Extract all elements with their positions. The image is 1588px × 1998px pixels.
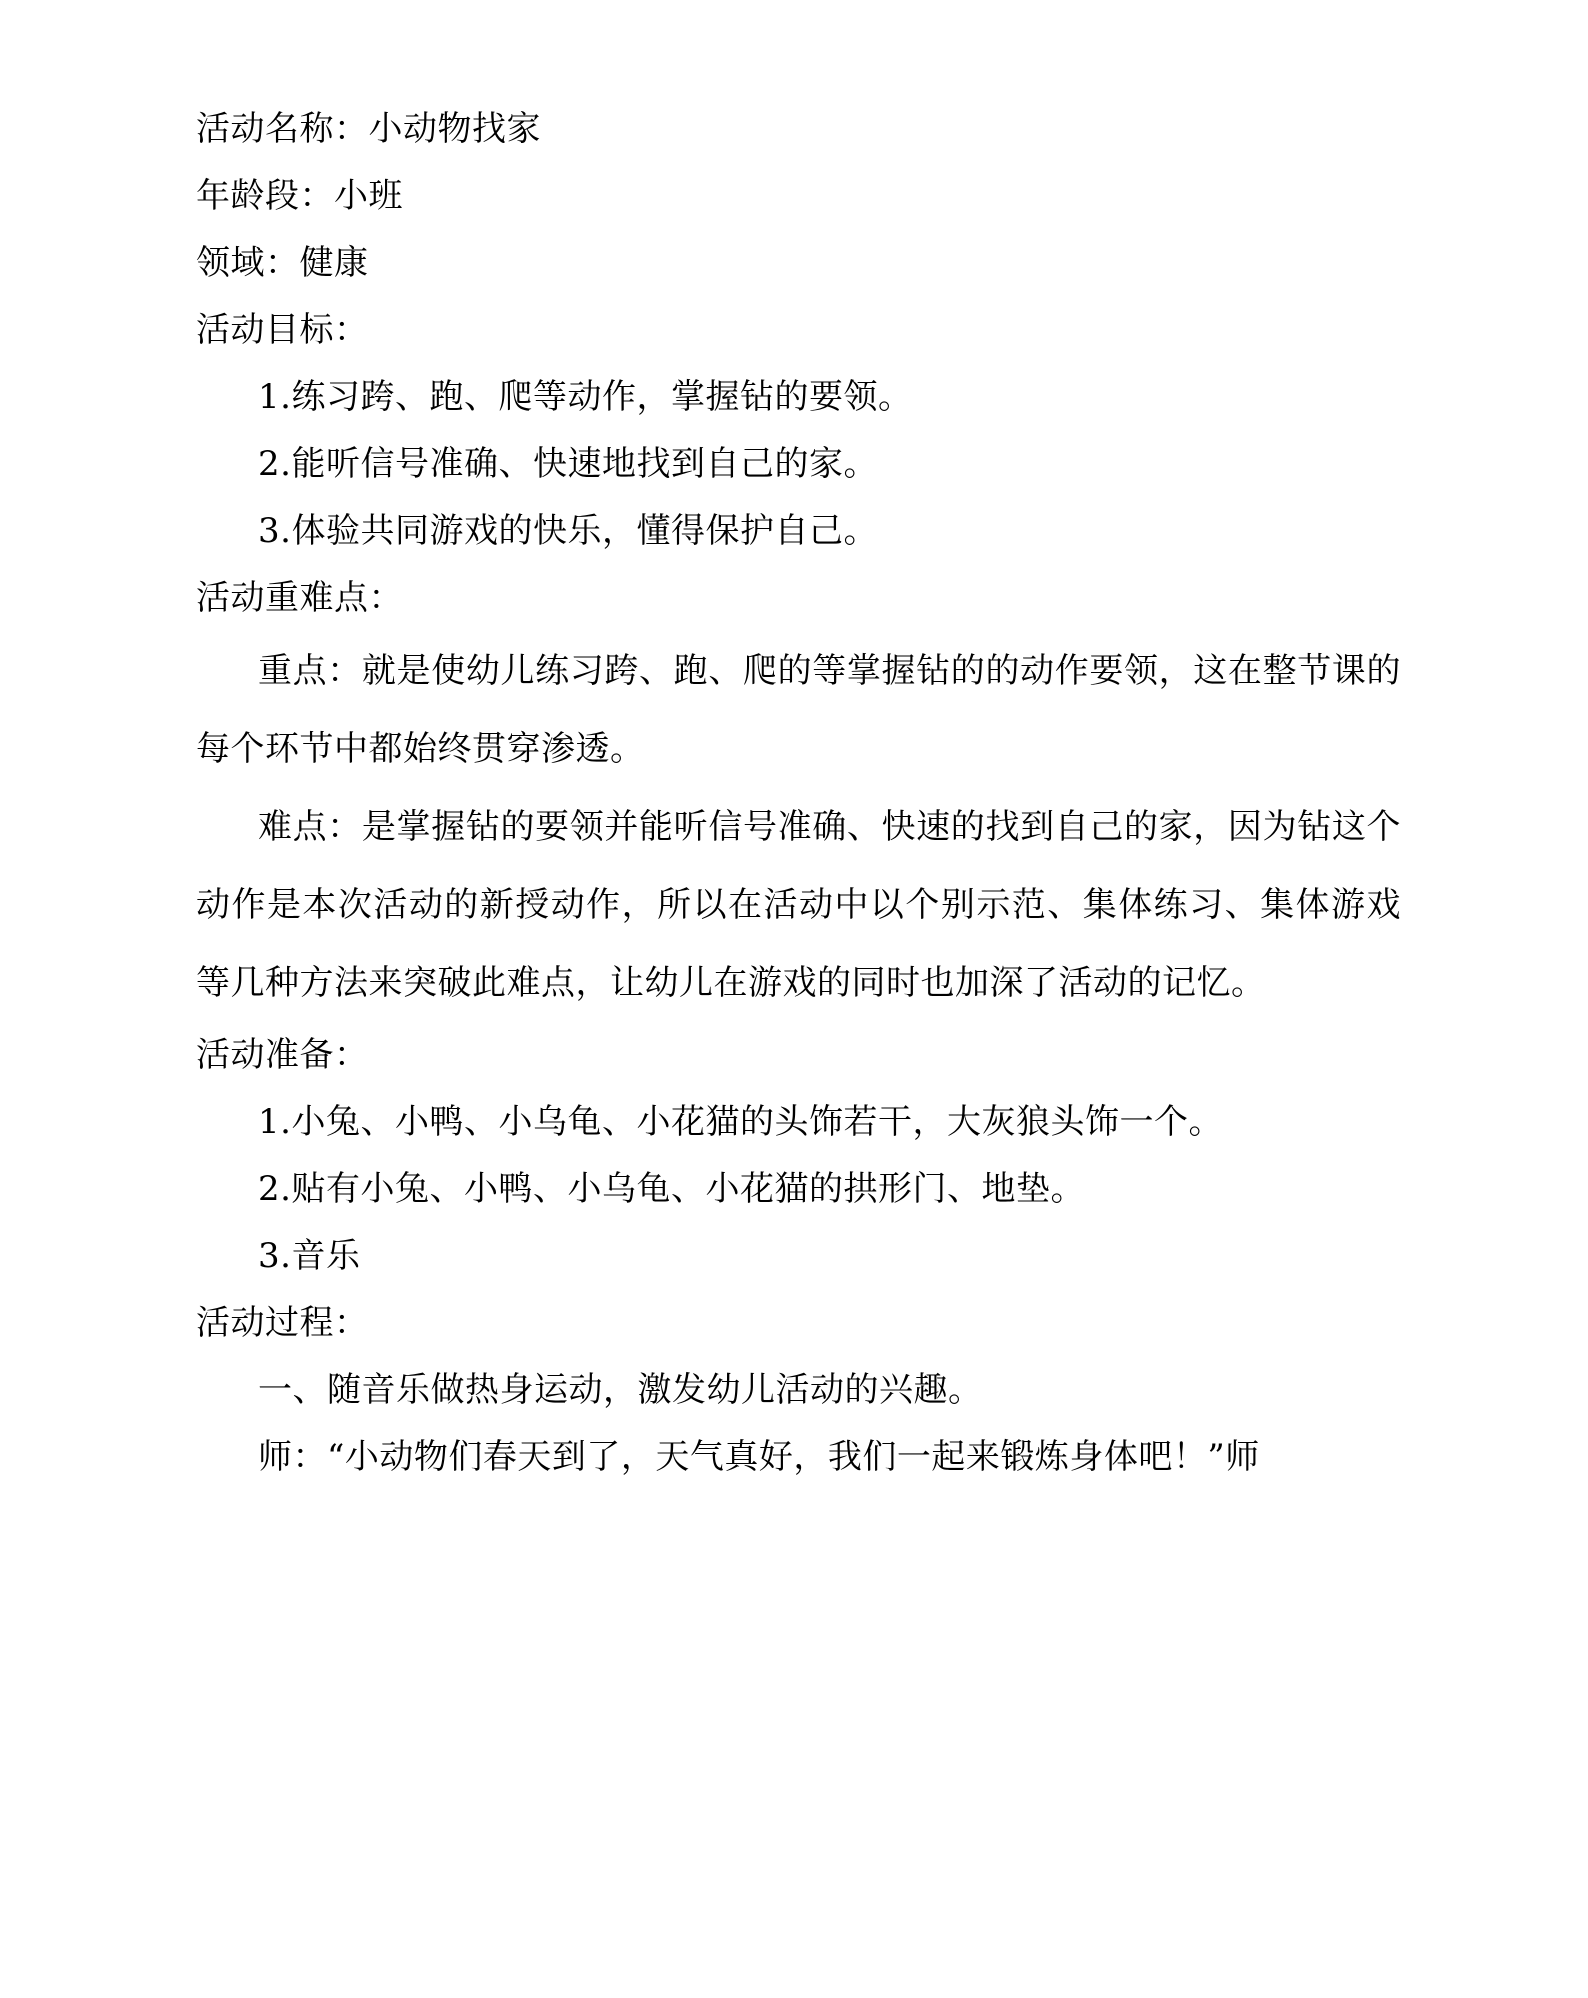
objective-item-2: 2.能听信号准确、快速地找到自己的家。 <box>258 444 878 484</box>
preparation-item-1: 1.小兔、小鸭、小乌龟、小花猫的头饰若干，大灰狼头饰一个。 <box>258 1102 1223 1142</box>
document-body <box>196 96 1401 1491</box>
preparation-item-3: 3.音乐 <box>258 1236 361 1276</box>
preparation-item-2: 2.贴有小兔、小鸭、小乌龟、小花猫的拱形门、地垫。 <box>258 1169 1085 1209</box>
process-heading: 活动过程： <box>196 1303 369 1343</box>
activity-title-line: 活动名称：小动物找家 <box>196 109 541 149</box>
process-item-1: 一、随音乐做热身运动，激发幼儿活动的兴趣。 <box>258 1370 983 1410</box>
field-line: 领域：健康 <box>196 243 369 283</box>
process-item-2: 师：“小动物们春天到了，天气真好，我们一起来锻炼身体吧！”师 <box>258 1437 1260 1477</box>
key-difficulty-heading: 活动重难点： <box>196 578 403 618</box>
key-point-paragraph: 重点：就是使幼儿练习跨、跑、爬的等掌握钻的的动作要领，这在整节课的每个环节中都始终贯穿渗透。 <box>196 651 1401 769</box>
difficulty-paragraph: 难点：是掌握钻的要领并能听信号准确、快速的找到自己的家，因为钻这个动作是本次活动的新授动作，所以在活动中以个别示范、集体练习、集体游戏等几种方法来突破此难点，让幼儿在游戏的同时也加深了活动的记忆。 <box>196 807 1401 1003</box>
preparation-heading: 活动准备： <box>196 1035 369 1075</box>
age-group-line: 年龄段：小班 <box>196 176 403 216</box>
objective-item-1: 1.练习跨、跑、爬等动作，掌握钻的要领。 <box>258 377 913 417</box>
objectives-heading: 活动目标： <box>196 310 369 350</box>
objective-item-3: 3.体验共同游戏的快乐，懂得保护自己。 <box>258 511 878 551</box>
